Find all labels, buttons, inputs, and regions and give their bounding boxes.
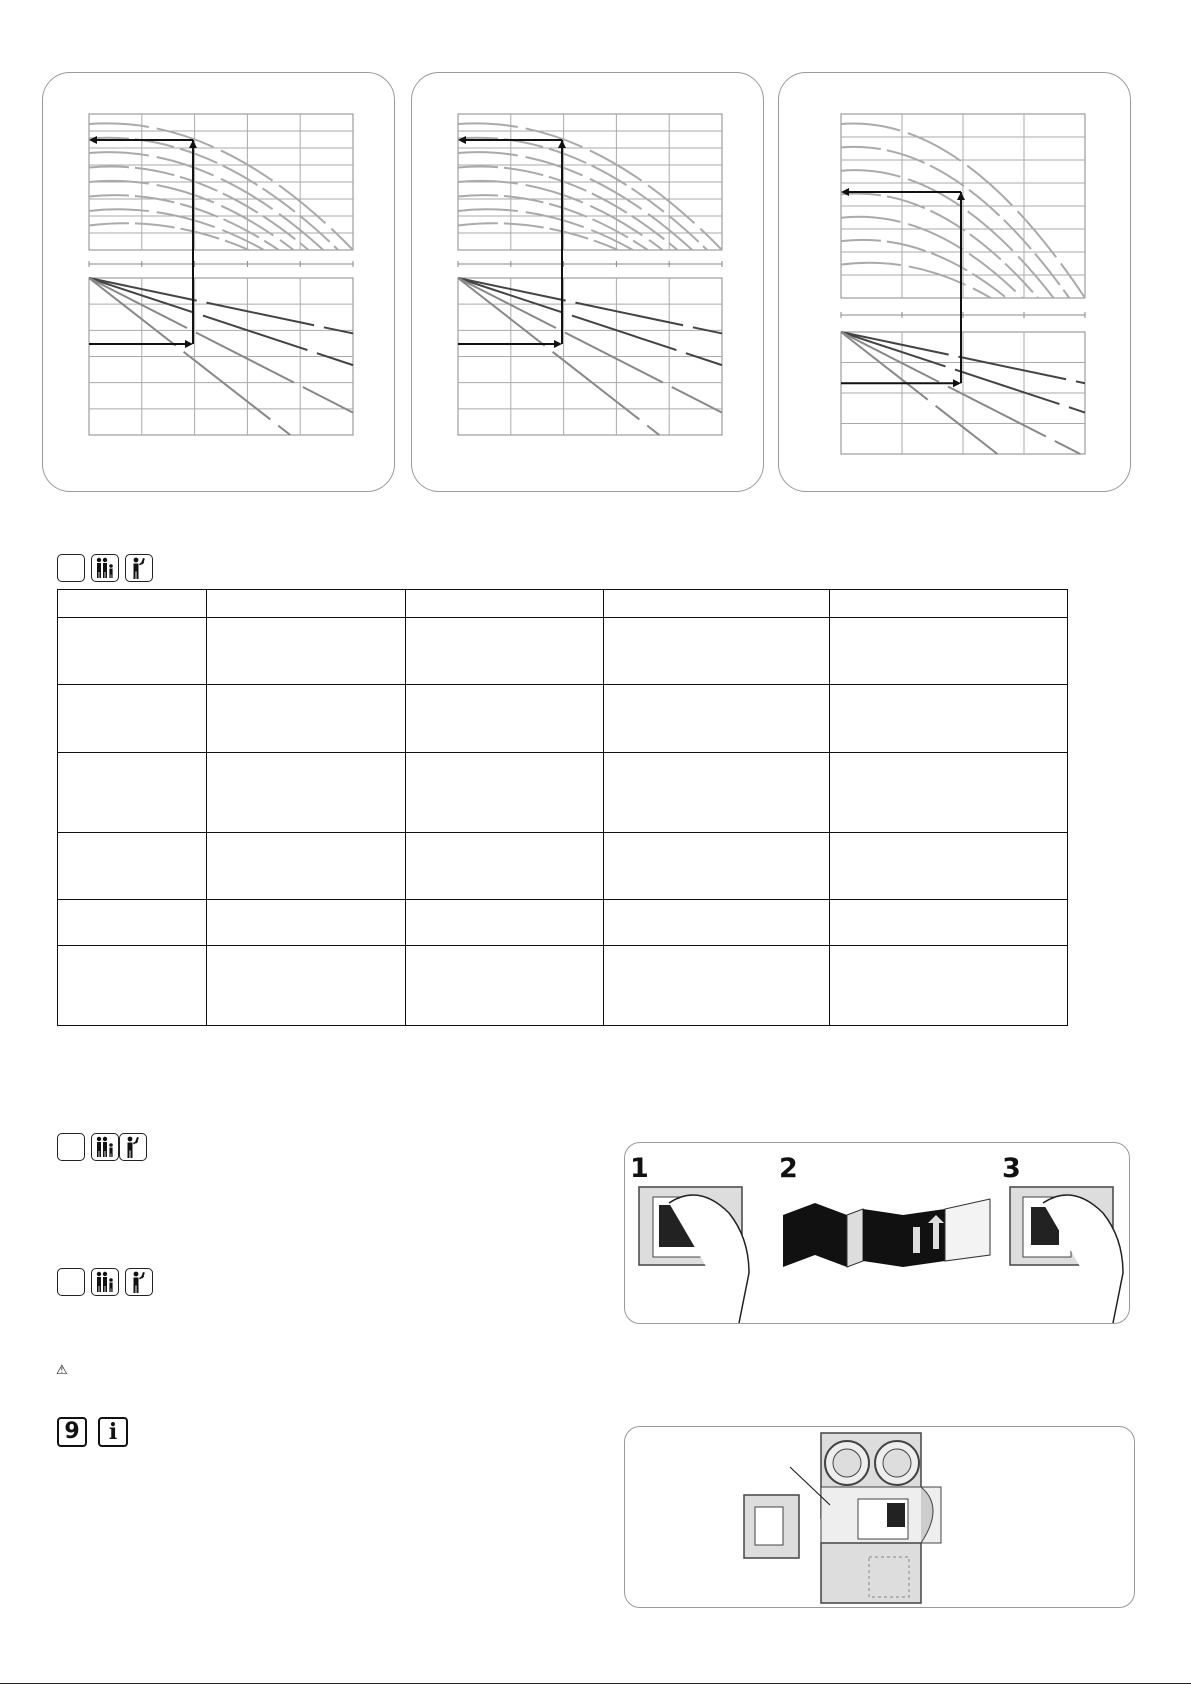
installer-icon — [119, 1133, 147, 1161]
device-drawing — [625, 1427, 1134, 1607]
pump-curve-1 — [89, 123, 353, 250]
arrowhead-left — [89, 136, 97, 144]
loss-line-3 — [89, 278, 353, 413]
data-table — [57, 589, 1068, 1026]
footer-rule — [0, 1683, 1191, 1684]
table-cell — [830, 685, 1068, 753]
arrowhead-up — [558, 140, 566, 148]
chart-panel-1 — [42, 72, 395, 492]
chart-panel-3 — [778, 72, 1131, 492]
table-cell — [207, 753, 406, 833]
table-cell — [58, 833, 207, 900]
table-row — [58, 590, 1068, 618]
section-icons-2 — [57, 1268, 157, 1298]
table-cell — [58, 590, 207, 618]
step-number-3: 3 — [1002, 1153, 1021, 1184]
arrowhead-up — [957, 192, 965, 200]
pump-curve-chart-3 — [779, 73, 1130, 491]
pump-curve-7 — [841, 263, 991, 298]
blank-box-icon — [57, 1268, 85, 1296]
table-cell — [406, 833, 604, 900]
section-number-badge: 9 — [57, 1417, 87, 1447]
arrowhead-left — [458, 136, 466, 144]
arrowhead-right — [953, 379, 961, 387]
pump-curve-8 — [458, 223, 618, 250]
pump-curve-5 — [89, 181, 294, 250]
table-cell — [207, 900, 406, 946]
table-cell — [604, 753, 830, 833]
pump-curve-8 — [89, 223, 249, 250]
table-cell — [604, 900, 830, 946]
pump-curve-1 — [458, 123, 722, 250]
table-cell — [58, 900, 207, 946]
arrowhead-up — [189, 140, 197, 148]
table-cell — [604, 833, 830, 900]
table-cell — [604, 618, 830, 685]
table-cell — [830, 618, 1068, 685]
blank-box-icon — [57, 554, 85, 582]
pump-curve-7 — [458, 209, 633, 250]
table-cell — [58, 946, 207, 1026]
loss-line-3 — [458, 278, 722, 413]
table-cell — [830, 833, 1068, 900]
section-icons-1 — [57, 1133, 157, 1163]
loss-line-2 — [89, 278, 353, 365]
pump-curve-7 — [89, 209, 264, 250]
family-icon — [91, 1268, 119, 1296]
arrowhead-right — [554, 340, 562, 348]
loss-line-1 — [458, 278, 722, 333]
info-icon: i — [98, 1417, 128, 1447]
device-illustration — [624, 1426, 1135, 1608]
table-row — [58, 618, 1068, 685]
table-cell — [406, 685, 604, 753]
table-row — [58, 900, 1068, 946]
table-cell — [830, 753, 1068, 833]
loss-line-1 — [89, 278, 353, 333]
blank-box-icon — [57, 1133, 85, 1161]
table-row — [58, 753, 1068, 833]
table-cell — [830, 900, 1068, 946]
table-cell — [406, 900, 604, 946]
pump-curve-chart-2 — [412, 73, 763, 491]
table-cell — [830, 946, 1068, 1026]
family-icon — [91, 1133, 119, 1161]
installer-icon — [125, 1268, 153, 1296]
warning-icon: ⚠ — [56, 1363, 68, 1378]
step-number-1: 1 — [630, 1153, 649, 1184]
table-cell — [207, 618, 406, 685]
table-cell — [58, 685, 207, 753]
loss-line-2 — [458, 278, 722, 365]
table-row — [58, 946, 1068, 1026]
table-cell — [406, 753, 604, 833]
steps-illustration — [624, 1142, 1130, 1324]
table-cell — [207, 685, 406, 753]
arrowhead-right — [185, 340, 193, 348]
table-cell — [207, 590, 406, 618]
table-cell — [406, 618, 604, 685]
table-row — [58, 833, 1068, 900]
installer-icon — [125, 554, 153, 582]
table-cell — [406, 590, 604, 618]
table-cell — [604, 946, 830, 1026]
chart-panel-2 — [411, 72, 764, 492]
table-cell — [604, 590, 830, 618]
pump-curve-5 — [458, 181, 663, 250]
table-header-icons — [57, 554, 157, 584]
table-cell — [830, 590, 1068, 618]
table-cell — [58, 753, 207, 833]
table-row — [58, 685, 1068, 753]
table-cell — [207, 833, 406, 900]
family-icon — [91, 554, 119, 582]
pump-curve-4 — [89, 167, 308, 250]
steps-drawing — [625, 1143, 1129, 1323]
table-cell — [58, 618, 207, 685]
table-cell — [406, 946, 604, 1026]
table-cell — [604, 685, 830, 753]
pump-curve-4 — [458, 167, 677, 250]
table-cell — [207, 946, 406, 1026]
pump-curve-chart-1 — [43, 73, 394, 491]
step-number-2: 2 — [779, 1153, 798, 1184]
